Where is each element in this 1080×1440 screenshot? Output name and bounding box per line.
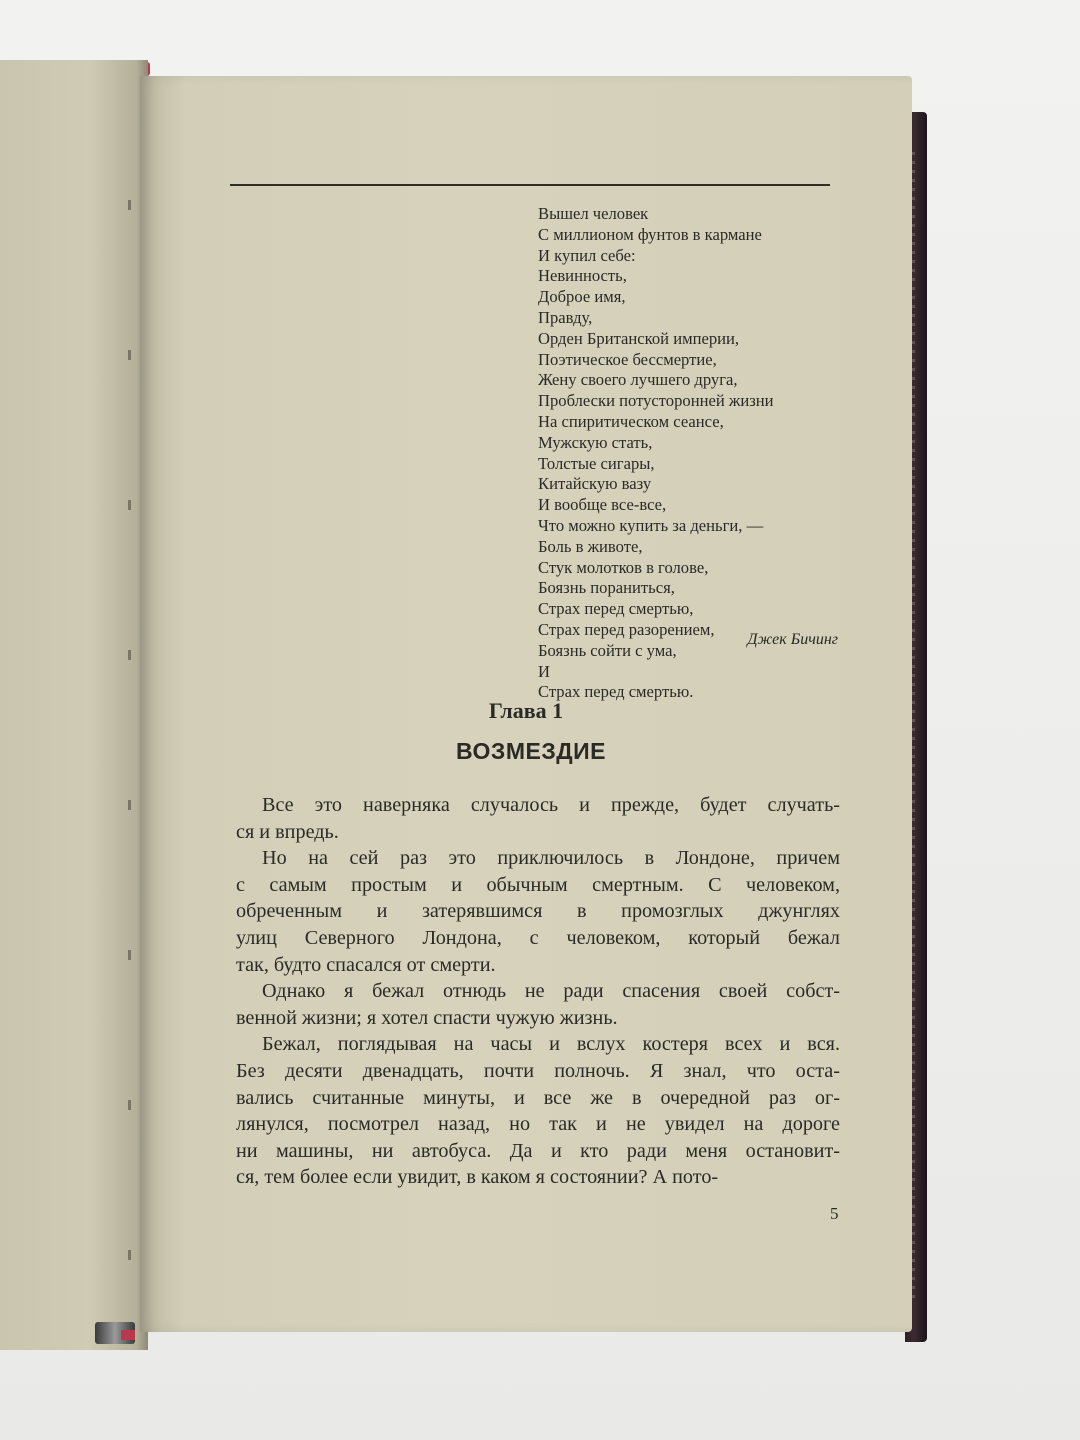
body-paragraph	[236, 845, 840, 978]
text-line: обреченным и затерявшимся в промозглых джунглях	[236, 900, 840, 923]
chapter-body	[236, 792, 840, 1191]
epigraph-line: И вообще все-все,	[538, 495, 667, 515]
text-line: с самым простым и обычным смертным. С человеком,	[236, 873, 840, 896]
epigraph-line: Орден Британской империи,	[538, 328, 740, 348]
epigraph	[538, 204, 838, 703]
text-line: лянулся, посмотрел назад, но так и не увидел на дороге	[236, 1113, 840, 1136]
text-line: улиц Северного Лондона, с человеком, который бежал	[236, 926, 840, 949]
text-line: ни машины, ни автобуса. Да и кто ради меня остановит-	[236, 1139, 840, 1162]
epigraph-line: И купил себе:	[538, 245, 636, 265]
epigraph-line: Страх перед разорением,	[538, 619, 715, 639]
epigraph-line: С миллионом фунтов в кармане	[538, 224, 762, 244]
body-paragraph	[236, 1031, 840, 1191]
text-line: Бежал, поглядывая на часы и вслух костеря всех и вся.	[262, 1033, 840, 1056]
text-line: венной жизни; я хотел спасти чужую жизнь.	[236, 1006, 618, 1029]
binding-stitch	[128, 650, 131, 660]
text-line: Однако я бежал отнюдь не ради спасения своей собст-	[262, 980, 840, 1003]
binding-stitch	[128, 800, 131, 810]
epigraph-line: Стук молотков в голове,	[538, 557, 709, 577]
body-paragraph	[236, 792, 840, 845]
epigraph-line: Жену своего лучшего друга,	[538, 370, 738, 390]
left-page	[0, 60, 148, 1350]
text-line: Без десяти двенадцать, почти полночь. Я знал, что оста-	[236, 1059, 840, 1082]
epigraph-attribution: Джек Бичинг	[747, 631, 838, 648]
epigraph-line: Боязнь пораниться,	[538, 578, 675, 598]
epigraph-line: Что можно купить за деньги, —	[538, 515, 764, 535]
epigraph-line: И	[538, 661, 550, 681]
epigraph-line: Страх перед смертью.	[538, 682, 694, 702]
text-line: ся, тем более если увидит, в каком я состоянии? А пото-	[236, 1166, 719, 1189]
page-number: 5	[830, 1204, 839, 1223]
chapter-number: Глава 1	[488, 698, 564, 723]
spine-headband-bottom	[95, 1322, 135, 1344]
epigraph-line: Толстые сигары,	[538, 453, 655, 473]
epigraph-line: Мужскую стать,	[538, 432, 653, 452]
epigraph-line: Страх перед смертью,	[538, 599, 694, 619]
text-line: Но на сей раз это приключилось в Лондоне, причем	[262, 847, 840, 870]
epigraph-line: Правду,	[538, 307, 593, 327]
text-line: так, будто спасался от смерти.	[236, 953, 496, 976]
running-head-rule	[230, 184, 830, 186]
epigraph-line: Китайскую вазу	[538, 474, 652, 494]
binding-stitch	[128, 350, 131, 360]
book-page	[140, 76, 912, 1332]
body-paragraph	[236, 978, 840, 1031]
text-line: Все это наверняка случалось и прежде, будет случать-	[262, 794, 840, 816]
binding-stitch	[128, 950, 131, 960]
epigraph-line: Вышел человек	[538, 204, 649, 223]
binding-stitch	[128, 1100, 131, 1110]
epigraph-line: Боязнь сойти с ума,	[538, 640, 677, 660]
text-line: ся и впредь.	[236, 820, 339, 843]
epigraph-line: Невинность,	[538, 266, 627, 286]
epigraph-line: Проблески потусторонней жизни	[538, 391, 774, 411]
epigraph-line: Боль в животе,	[538, 536, 643, 556]
chapter-title: ВОЗМЕЗДИЕ	[455, 738, 606, 764]
binding-stitch	[128, 200, 131, 210]
text-line: вались считанные минуты, и все же в очередной раз ог-	[236, 1086, 840, 1109]
epigraph-line: Поэтическое бессмертие,	[538, 349, 717, 369]
epigraph-line: Доброе имя,	[538, 287, 626, 307]
binding-stitch	[128, 1250, 131, 1260]
binding-stitch	[128, 500, 131, 510]
epigraph-line: На спиритическом сеансе,	[538, 411, 724, 431]
